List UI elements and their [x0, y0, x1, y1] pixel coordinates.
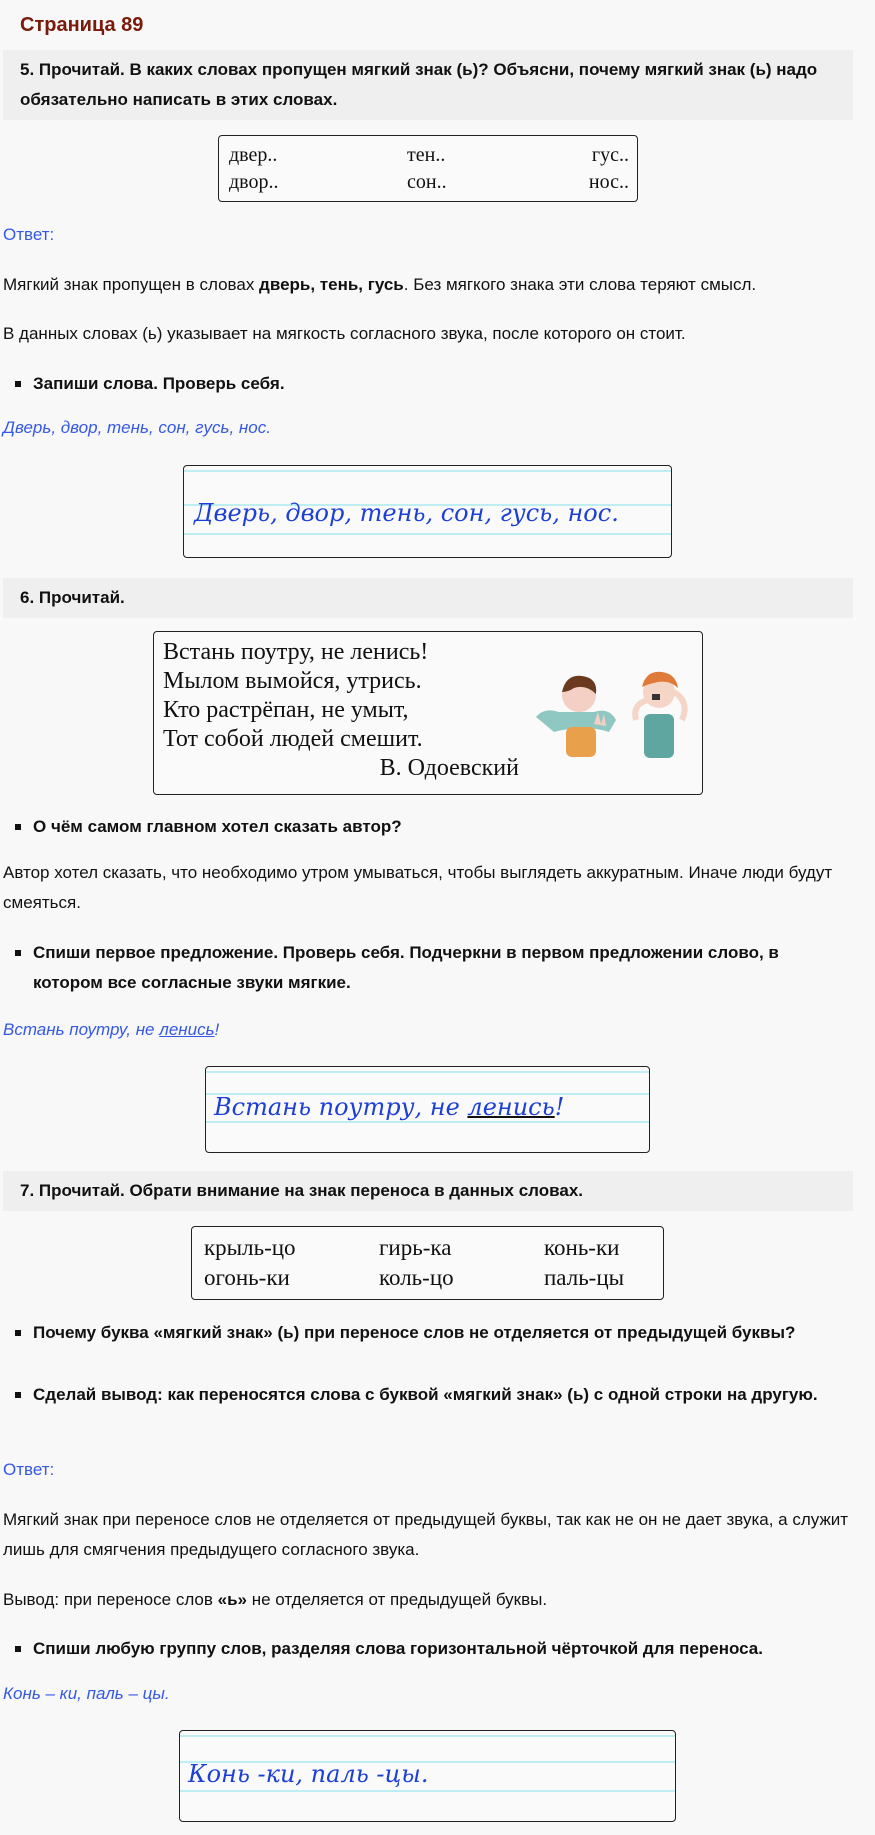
task-6-bullet-2: Спиши первое предложение. Проверь себя. Подчеркни в первом предложении слово, в котором все согласные звуки мягкие. [33, 938, 853, 998]
word: тен.. [407, 144, 446, 166]
task-5-answer-p2: В данных словах (ь) указывает на мягкость согласного звука, после которого он стоит. [3, 324, 686, 343]
task-6-answer-1: Автор хотел сказать, что необходимо утром умываться, чтобы выглядеть аккуратным. Иначе люди будут смеяться. [3, 863, 833, 912]
handwritten-text: Дверь, двор, тень, сон, гусь, нос. [194, 499, 619, 527]
task-5-bullet-1: Запиши слова. Проверь себя. [33, 369, 853, 399]
text: ! [554, 1093, 565, 1121]
two-boys-illustration-icon [524, 662, 694, 762]
task-7-heading: 7. Прочитай. Обрати внимание на знак переноса в данных словах. [3, 1171, 853, 1211]
task-7-bullet-3: Спиши любую группу слов, разделяя слова горизонтальной чёрточкой для переноса. [33, 1634, 853, 1664]
word: огонь-ки [204, 1265, 290, 1290]
poem-author: В. Одоевский [379, 755, 519, 781]
handwritten-answer-box [183, 465, 672, 558]
word: сон.. [407, 171, 447, 193]
task-5-heading: 5. Прочитай. В каких словах пропущен мягкий знак (ь)? Объясни, почему мягкий знак (ь) надо обязательно написать в этих словах. [3, 50, 853, 120]
handwritten-text: Конь -ки, паль -цы. [188, 1760, 429, 1788]
text: . Без мягкого знака эти слова теряют смысл. [403, 275, 757, 294]
task-5-bullet-1-answer: Дверь, двор, тень, сон, гусь, нос. [3, 418, 271, 437]
page-title: Страница 89 [20, 14, 144, 36]
task-5-word-box [218, 135, 638, 202]
poem-line: Тот собой людей смешит. [163, 726, 423, 752]
task-7-answer-p1: Мягкий знак при переносе слов не отделяется от предыдущей буквы, так как не он не дает звука, а служит лишь для смягчения предыдущего согласного звука. [3, 1510, 849, 1559]
word: двер.. [229, 144, 278, 166]
poem-line: Кто растрёпан, не умыт, [163, 697, 409, 723]
answer-label: Ответ: [3, 225, 55, 244]
poem-box [153, 631, 703, 795]
text: не отделяется от предыдущей буквы. [247, 1590, 548, 1609]
task-5-answer-p1 [3, 270, 853, 300]
bold-words: дверь, тень, гусь [259, 275, 404, 294]
text: ! [214, 1020, 220, 1039]
word: гус.. [591, 144, 629, 166]
text: Встань поутру, не [3, 1020, 160, 1039]
handwritten-answer-box [179, 1730, 676, 1822]
handwritten-text [214, 1093, 564, 1121]
task-7-word-box [191, 1226, 664, 1300]
poem-line: Мылом вымойся, утрись. [163, 668, 422, 694]
task-6-heading: 6. Прочитай. [3, 578, 853, 618]
poem-line: Встань поутру, не ленись! [163, 639, 429, 665]
task-7-answer-p2 [3, 1585, 853, 1615]
text: Вывод: при переносе слов [3, 1590, 218, 1609]
word: крыль-цо [204, 1235, 296, 1260]
word: гирь-ка [379, 1235, 452, 1260]
word: нос.. [588, 171, 629, 193]
word: конь-ки [544, 1235, 620, 1260]
text: Встань поутру, не [214, 1093, 468, 1121]
task-6-bullet-1: О чём самом главном хотел сказать автор? [33, 812, 853, 842]
task-7-bullet-3-answer: Конь – ки, паль – цы. [3, 1684, 170, 1703]
word: паль-цы [544, 1265, 625, 1290]
bold-letter: «ь» [217, 1590, 248, 1609]
handwritten-answer-box [205, 1066, 650, 1153]
underlined-word: ленись [159, 1020, 215, 1039]
word: коль-цо [379, 1265, 454, 1290]
word: двор.. [229, 171, 279, 193]
task-7-bullet-1: Почему буква «мягкий знак» (ь) при переносе слов не отделяется от предыдущей буквы? [33, 1318, 853, 1348]
task-7-bullet-2: Сделай вывод: как переносятся слова с буквой «мягкий знак» (ь) с одной строки на другую. [33, 1380, 853, 1410]
answer-label: Ответ: [3, 1460, 55, 1479]
text: Мягкий знак пропущен в словах [3, 275, 260, 294]
task-6-answer-2 [3, 1020, 219, 1040]
underlined-word: ленись [467, 1093, 555, 1121]
